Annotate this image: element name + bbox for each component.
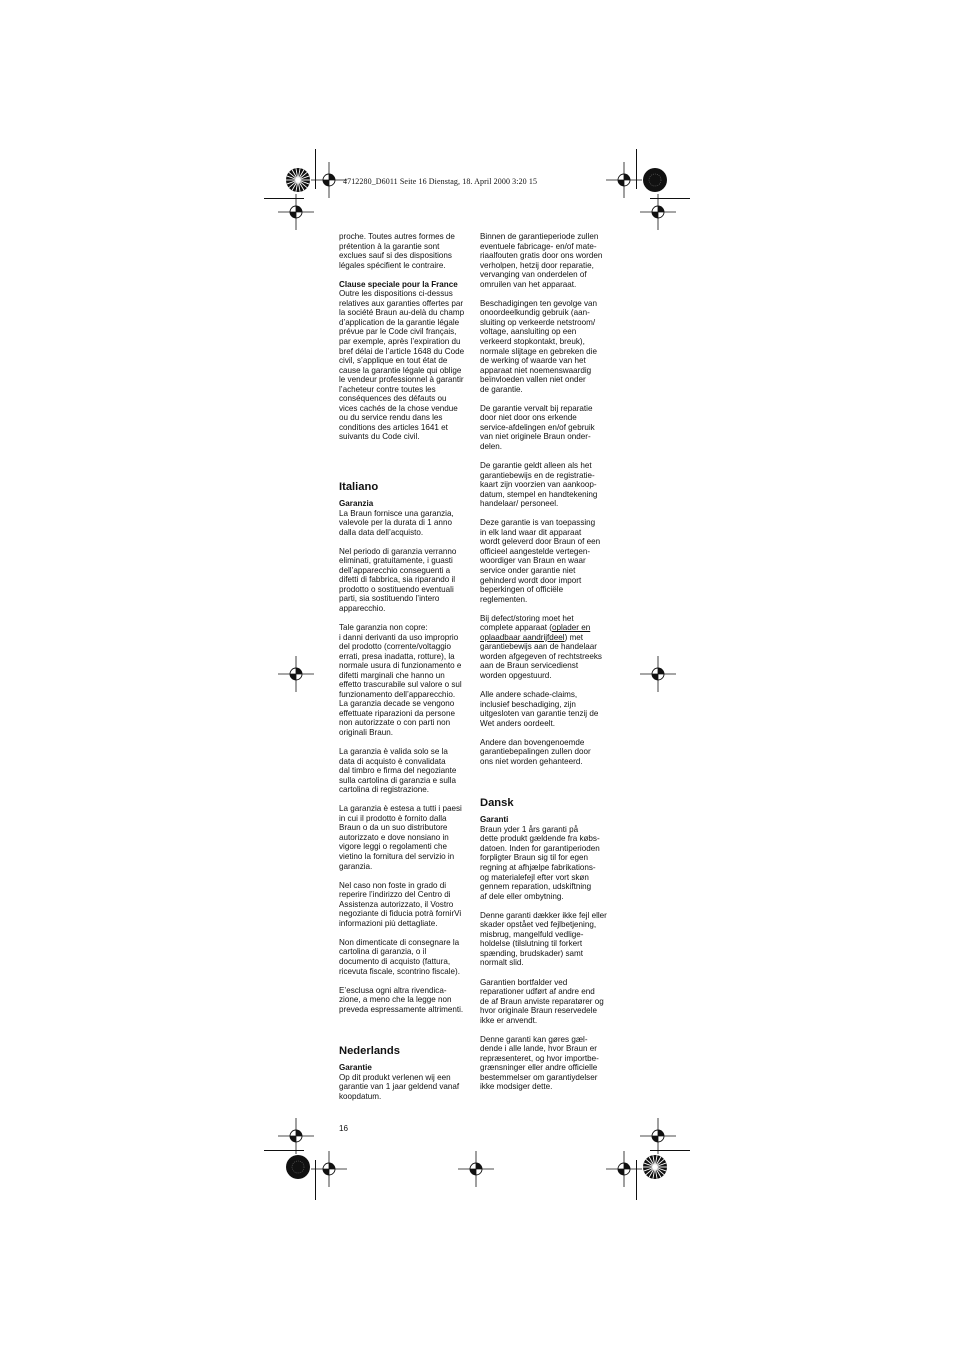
text-line: gehinderd wordt door import bbox=[480, 575, 582, 585]
paragraph bbox=[480, 299, 614, 394]
text-line: suivants du Code civil. bbox=[339, 432, 420, 442]
text-line: delen. bbox=[480, 441, 503, 451]
text-line: Binnen de garantieperiode zullen bbox=[480, 232, 599, 241]
text-line: E’esclusa ogni altra rivendica- bbox=[339, 985, 447, 995]
text-line: koopdatum. bbox=[339, 1091, 382, 1101]
text-line: Denne garanti dækker ikke fejl eller bbox=[480, 910, 607, 920]
text-line: grænsninger eller andre officielle bbox=[480, 1063, 598, 1073]
text-line: dalla data dell’acquisto. bbox=[339, 527, 424, 537]
text-line: légales spécifient le contraire. bbox=[339, 260, 446, 270]
nederlands-tail-text bbox=[480, 690, 614, 766]
registration-target bbox=[456, 1149, 496, 1189]
text-line: Beschadigingen ten gevolge van bbox=[480, 298, 597, 308]
text-line: misbrug, mangelfuld vedlige- bbox=[480, 929, 584, 939]
text-line: apparaat niet noemenswaardig bbox=[480, 365, 592, 375]
text-line: bref délai de l’article 1648 du Code bbox=[339, 346, 465, 356]
text-line: vices cachés de la chose vendue bbox=[339, 403, 458, 413]
paragraph bbox=[480, 1035, 614, 1092]
text-line: parti, sia sostituendo l’intero bbox=[339, 594, 440, 604]
paragraph bbox=[339, 986, 473, 1015]
text-line: i danni derivanti da uso improprio bbox=[339, 632, 459, 642]
clause-france-text bbox=[339, 289, 473, 442]
print-slug: 4712280_D6011 Seite 16 Dienstag, 18. April 2000 3:20 15 bbox=[343, 177, 538, 186]
left-column bbox=[339, 232, 473, 1101]
text-line: datum, stempel en handtekening bbox=[480, 489, 598, 499]
paragraph bbox=[480, 825, 614, 901]
text-line: onoordeelkundig gebruik (aan- bbox=[480, 308, 590, 318]
text-line: repræsenteret, og hvor importbe- bbox=[480, 1053, 599, 1063]
text-line: Nel periodo di garanzia verranno bbox=[339, 546, 457, 556]
text-line: Denne garanti kan gøres gæl- bbox=[480, 1034, 588, 1044]
text-line: sulla cartolina di garanzia e sulla bbox=[339, 775, 456, 785]
text-line: civil, s’applique en tout état de bbox=[339, 356, 448, 366]
text-line: garantiebewijs aan de handelaar bbox=[480, 642, 597, 652]
text-line: cause la garantie légale qui oblige bbox=[339, 365, 462, 375]
text-line: reperire l’indirizzo del Centro di bbox=[339, 890, 451, 900]
text-line: garantie van 1 jaar geldend vanaf bbox=[339, 1082, 460, 1092]
text-line: data di acquisto è convalidata bbox=[339, 756, 446, 766]
text-line: effetto trascurabile sul valore o sul bbox=[339, 680, 462, 690]
text-line: holdelse (tilslutning til forkert bbox=[480, 939, 583, 949]
registration-target bbox=[309, 1149, 349, 1189]
text-line: garanzia. bbox=[339, 861, 373, 871]
heading-italiano: Italiano bbox=[339, 480, 379, 493]
text-line: Assistenza autorizzato, il Vostro bbox=[339, 899, 454, 909]
text-line: garantiebepalingen zullen door bbox=[480, 747, 591, 757]
text-line: cartolina di registrazione. bbox=[339, 785, 429, 795]
text-line: Nel caso non foste in grado di bbox=[339, 880, 447, 890]
text-line: dette produkt gældende fra købs- bbox=[480, 834, 600, 844]
text-line: riaalfouten gratis door ons worden bbox=[480, 251, 603, 261]
text-line: vervanging van onderdelen of bbox=[480, 270, 587, 280]
text-line: normalt slid. bbox=[480, 958, 524, 968]
defect-line-2 bbox=[480, 623, 614, 633]
text-line: relatives aux garanties offertes par bbox=[339, 298, 464, 308]
paragraph bbox=[480, 461, 614, 509]
paragraph bbox=[480, 738, 614, 767]
text-line: omruilen van het apparaat. bbox=[480, 279, 577, 289]
text-line: De garantie vervalt bij reparatie bbox=[480, 403, 593, 413]
text-line: inclusief beschadiging, zijn bbox=[480, 699, 576, 709]
text-line: Wet anders oordeelt. bbox=[480, 718, 555, 728]
text-line: af dele eller ombytning. bbox=[480, 891, 564, 901]
paragraph bbox=[339, 509, 473, 538]
paragraph bbox=[339, 804, 473, 871]
text-line: spænding, brudskader) samt bbox=[480, 948, 584, 958]
text-line: normale slijtage en gebreken die bbox=[480, 346, 597, 356]
text-line: negoziante di fiducia potrà fornirVi bbox=[339, 909, 462, 919]
subheading-garantie: Garantie bbox=[339, 1063, 372, 1073]
text-line: van niet originele Braun onder- bbox=[480, 432, 591, 442]
text-line: ikke er anvendt. bbox=[480, 1015, 538, 1025]
text-line: prétention à la garantie sont bbox=[339, 241, 440, 251]
color-target bbox=[284, 1153, 312, 1181]
text-line: difetti di fabbrica, sia riparando il bbox=[339, 575, 456, 585]
text-line: conséquences des défauts ou bbox=[339, 394, 447, 404]
text-line: bestemmelser om garantiydelser bbox=[480, 1072, 598, 1082]
paragraph bbox=[480, 404, 614, 452]
text-line: uitgesloten van garantie tenzij de bbox=[480, 709, 599, 719]
text-line: La garanzia decade se vengono bbox=[339, 699, 455, 709]
color-target bbox=[641, 166, 669, 194]
paragraph bbox=[480, 518, 614, 604]
text-line: og materialefejl efter vort skøn bbox=[480, 872, 589, 882]
text-line: autorizzato e dove nonsiano in bbox=[339, 832, 449, 842]
paragraph bbox=[480, 911, 614, 968]
text-line: Non dimenticate di consegnare la bbox=[339, 937, 460, 947]
text-line: La garanzia è estesa a tutti i paesi bbox=[339, 804, 462, 814]
text-line: handelaar/ personeel. bbox=[480, 499, 559, 509]
text-line: garantiebewijs en de registratie- bbox=[480, 470, 595, 480]
text-line: wordt geleverd door Braun of een bbox=[480, 537, 601, 547]
text-line: Braun yder 1 års garanti på bbox=[480, 824, 579, 834]
subheading-garanzia: Garanzia bbox=[339, 498, 374, 508]
text-line: vietino la fornitura del servizio in bbox=[339, 852, 455, 862]
text-line: Andere dan bovengenoemde bbox=[480, 737, 585, 747]
text-line: regning at afhjælpe fabrikations- bbox=[480, 863, 596, 873]
nederlands-intro-text bbox=[339, 1073, 473, 1102]
text-line: eliminati, gratuitamente, i guasti bbox=[339, 556, 453, 566]
paragraph bbox=[339, 747, 473, 795]
text-line: non autorizzate o con parti non bbox=[339, 718, 451, 728]
defect-rest-text bbox=[480, 642, 614, 680]
text-line: Braun o da un suo distributore bbox=[339, 823, 448, 833]
text-line: dell’apparecchio conseguenti a bbox=[339, 565, 451, 575]
french-continued-text bbox=[339, 232, 473, 270]
text-line: conditions des articles 1641 et bbox=[339, 422, 448, 432]
text-line: service-afdelingen en/of gebruik bbox=[480, 422, 595, 432]
text-line: del prodotto (corrente/voltaggio bbox=[339, 642, 452, 652]
text-line: Deze garantie is van toepassing bbox=[480, 518, 596, 528]
text-line: prodotto o sostituendo eventuali bbox=[339, 584, 454, 594]
text-line: reglementen. bbox=[480, 594, 528, 604]
italiano-text bbox=[339, 509, 473, 1015]
paragraph bbox=[480, 232, 614, 289]
text-line: aan de Braun servicedienst bbox=[480, 661, 579, 671]
defect-paragraph bbox=[480, 614, 614, 681]
text-line: de af Braun anviste reparatører og bbox=[480, 996, 604, 1006]
text-line: originali Braun. bbox=[339, 728, 393, 738]
text-line: hvor originale Braun reservedele bbox=[480, 1006, 597, 1016]
text-line: gennem reparation, udskiftning bbox=[480, 882, 592, 892]
text-line: valevole per la durata di 1 anno bbox=[339, 518, 452, 528]
text-line: dal timbro e firma del negoziante bbox=[339, 766, 457, 776]
text-line: woordiger van Braun en waar bbox=[480, 556, 586, 566]
defect-line-1: Bij defect/storing moet het bbox=[480, 613, 574, 623]
text-line: kaart zijn voorzien van aankoop- bbox=[480, 480, 597, 490]
text-line: worden afgegeven of rechtstreeks bbox=[480, 651, 602, 661]
text-line: ons niet worden gehanteerd. bbox=[480, 756, 583, 766]
text-line: service onder garantie niet bbox=[480, 565, 576, 575]
text-line: l’acheteur contre toutes les bbox=[339, 384, 436, 394]
text-line: la société Braun au-delà du champ bbox=[339, 308, 465, 318]
right-column bbox=[480, 232, 614, 1092]
text-line: cartolina di garanzia, o il bbox=[339, 947, 427, 957]
text-line: ricevuta fiscale, scontrino fiscale). bbox=[339, 966, 461, 976]
text-line: errati, presa inadatta, rotture), la bbox=[339, 651, 455, 661]
text-line: difetti marginali che hanno un bbox=[339, 670, 445, 680]
defect-line-3-underlined: oplaadbaar aandrijfdeel bbox=[480, 632, 565, 642]
page-number: 16 bbox=[339, 1124, 349, 1133]
text-line: datoen. Inden for garantiperioden bbox=[480, 843, 600, 853]
text-line: normale usura di funzionamento e bbox=[339, 661, 462, 671]
star-target bbox=[641, 1153, 669, 1181]
text-line: de werking of waarde van het bbox=[480, 356, 586, 366]
text-line: preveda espressamente altrimenti. bbox=[339, 1004, 464, 1014]
text-line: in cui il prodotto è fornito dalla bbox=[339, 813, 447, 823]
text-line: beperkingen of officiële bbox=[480, 585, 564, 595]
text-line: par exemple, après l’expiration du bbox=[339, 336, 461, 346]
registration-target bbox=[604, 1149, 644, 1189]
star-target bbox=[284, 166, 312, 194]
heading-nederlands: Nederlands bbox=[339, 1045, 400, 1058]
defect-line-2-prefix: complete apparaat ( bbox=[480, 623, 552, 633]
paragraph bbox=[480, 690, 614, 728]
text-line: voltage, aansluiting op een bbox=[480, 327, 577, 337]
text-line: sluiting op verkeerde netstroom/ bbox=[480, 317, 596, 327]
registration-target bbox=[638, 654, 678, 694]
text-line: proche. Toutes autres formes de bbox=[339, 232, 455, 241]
paragraph bbox=[339, 547, 473, 614]
text-line: dende i alle lande, hvor Braun er bbox=[480, 1044, 597, 1054]
text-line: Outre les dispositions ci-dessus bbox=[339, 289, 453, 299]
text-line: Tale garanzia non copre: bbox=[339, 623, 428, 632]
paragraph bbox=[339, 881, 473, 929]
text-line: ou du service rendu dans les bbox=[339, 413, 443, 423]
paragraph bbox=[339, 623, 473, 738]
text-line: informazioni più dettagliate. bbox=[339, 918, 438, 928]
text-line: funzionamento dell’apparecchio. bbox=[339, 689, 456, 699]
paragraph bbox=[339, 938, 473, 976]
text-line: forpligter Braun sig til for egen bbox=[480, 853, 588, 863]
text-line: verholpen, hetzij door reparatie, bbox=[480, 260, 594, 270]
text-line: Garantien bortfalder ved bbox=[480, 977, 568, 987]
text-line: vigore leggi o regolamenti che bbox=[339, 842, 447, 852]
defect-line-3-suffix: ) met bbox=[564, 632, 584, 642]
text-line: skader opstået ved fejlbetjening, bbox=[480, 920, 597, 930]
text-line: effettuate riparazioni da persone bbox=[339, 708, 455, 718]
text-line: verkeerd stopkontakt, breuk), bbox=[480, 336, 585, 346]
registration-target bbox=[638, 192, 678, 232]
text-line: officieel aangestelde vertegen- bbox=[480, 546, 591, 556]
paragraph bbox=[480, 978, 614, 1026]
text-line: apparecchio. bbox=[339, 603, 386, 613]
defect-line-2-underlined: oplader en bbox=[552, 623, 591, 633]
text-line: in elk land waar dit apparaat bbox=[480, 527, 582, 537]
heading-dansk: Dansk bbox=[480, 797, 514, 810]
text-line: De garantie geldt alleen als het bbox=[480, 460, 592, 470]
nederlands-continued-text bbox=[480, 232, 614, 614]
text-line: exclues sauf si des dispositions bbox=[339, 251, 452, 261]
registration-target bbox=[276, 192, 316, 232]
text-line: prévue par le Code civil français, bbox=[339, 327, 457, 337]
text-line: eventuele fabricage- en/of mate- bbox=[480, 241, 597, 251]
text-line: zione, a meno che la legge non bbox=[339, 995, 452, 1005]
defect-line-3 bbox=[480, 633, 614, 643]
text-line: Op dit produkt verlenen wij een bbox=[339, 1072, 451, 1082]
text-line: La Braun fornisce una garanzia, bbox=[339, 508, 454, 518]
dansk-text bbox=[480, 825, 614, 1092]
registration-target bbox=[638, 1116, 678, 1156]
text-line: reparationer udført af andre end bbox=[480, 987, 595, 997]
text-line: d’application de la garantie légale bbox=[339, 317, 460, 327]
text-line: worden opgestuurd. bbox=[480, 670, 552, 680]
clause-france-title: Clause speciale pour la France bbox=[339, 279, 458, 289]
text-line: le vendeur professionnel à garantir bbox=[339, 375, 464, 385]
text-line: door niet door ons erkende bbox=[480, 413, 577, 423]
text-line: Alle andere schade-claims, bbox=[480, 689, 578, 699]
text-line: ikke modsiger dette. bbox=[480, 1082, 553, 1092]
text-line: La garanzia è valida solo se la bbox=[339, 747, 448, 757]
text-line: de garantie. bbox=[480, 384, 523, 394]
registration-target bbox=[276, 654, 316, 694]
text-line: beïnvloeden vallen niet onder bbox=[480, 375, 586, 385]
subheading-garanti: Garanti bbox=[480, 815, 509, 825]
text-line: documento di acquisto (fattura, bbox=[339, 956, 451, 966]
